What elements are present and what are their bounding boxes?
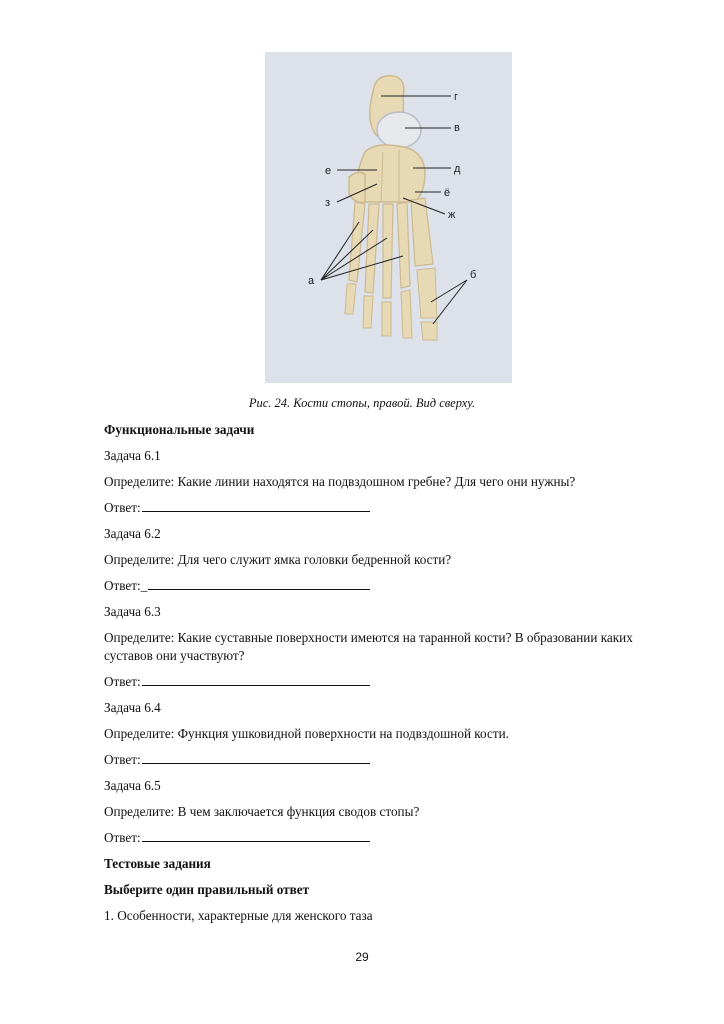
answer-label: Ответ:	[104, 674, 141, 689]
label-d: д	[454, 163, 461, 175]
answer-blank[interactable]	[142, 830, 370, 842]
foot-bones-illustration	[265, 52, 512, 383]
test-item-1: 1. Особенности, характерные для женского таза	[104, 908, 373, 923]
task-6-2-question: Определите: Для чего служит ямка головки бедренной кости?	[104, 552, 452, 567]
answer-label: Ответ:	[104, 752, 141, 767]
answer-blank[interactable]	[148, 578, 370, 590]
label-zh: ж	[448, 209, 456, 221]
answer-label: Ответ:	[104, 500, 141, 515]
answer-blank[interactable]	[142, 500, 370, 512]
foot-bones-figure	[265, 52, 512, 383]
task-6-2-answer	[104, 578, 370, 594]
answer-blank[interactable]	[142, 674, 370, 686]
task-6-5-title: Задача 6.5	[104, 778, 161, 793]
functional-tasks-heading: Функциональные задачи	[104, 422, 255, 437]
task-6-3-question-line2: суставов они участвуют?	[104, 648, 245, 663]
tests-subheading: Выберите один правильный ответ	[104, 882, 310, 897]
label-v: в	[454, 122, 460, 134]
task-6-1-title: Задача 6.1	[104, 448, 161, 463]
task-6-3-title: Задача 6.3	[104, 604, 161, 619]
task-6-4-title: Задача 6.4	[104, 700, 161, 715]
label-b: б	[470, 269, 477, 281]
task-6-3-question-line1: Определите: Какие суставные поверхности имеются на таранной кости? В образовании каких	[104, 630, 633, 645]
answer-blank[interactable]	[142, 752, 370, 764]
task-6-4-answer	[104, 752, 370, 768]
task-6-4-question: Определите: Функция ушковидной поверхности на подвздошной кости.	[104, 726, 509, 741]
answer-label: Ответ:	[104, 830, 141, 845]
tests-heading: Тестовые задания	[104, 856, 211, 871]
label-yo: ё	[444, 187, 451, 199]
task-6-5-answer	[104, 830, 370, 846]
task-6-2-title: Задача 6.2	[104, 526, 161, 541]
page-number: 29	[355, 950, 369, 964]
label-e: е	[325, 165, 332, 177]
label-g: г	[454, 91, 459, 103]
answer-label: Ответ:_	[104, 578, 148, 593]
task-6-1-answer	[104, 500, 370, 516]
task-6-1-question: Определите: Какие линии находятся на подвздошном гребне? Для чего они нужны?	[104, 474, 576, 489]
figure-caption: Рис. 24. Кости стопы, правой. Вид сверху.	[248, 396, 476, 410]
task-6-5-question: Определите: В чем заключается функция сводов стопы?	[104, 804, 420, 819]
label-a: а	[308, 275, 315, 287]
label-z: з	[325, 197, 331, 209]
task-6-3-answer	[104, 674, 370, 690]
